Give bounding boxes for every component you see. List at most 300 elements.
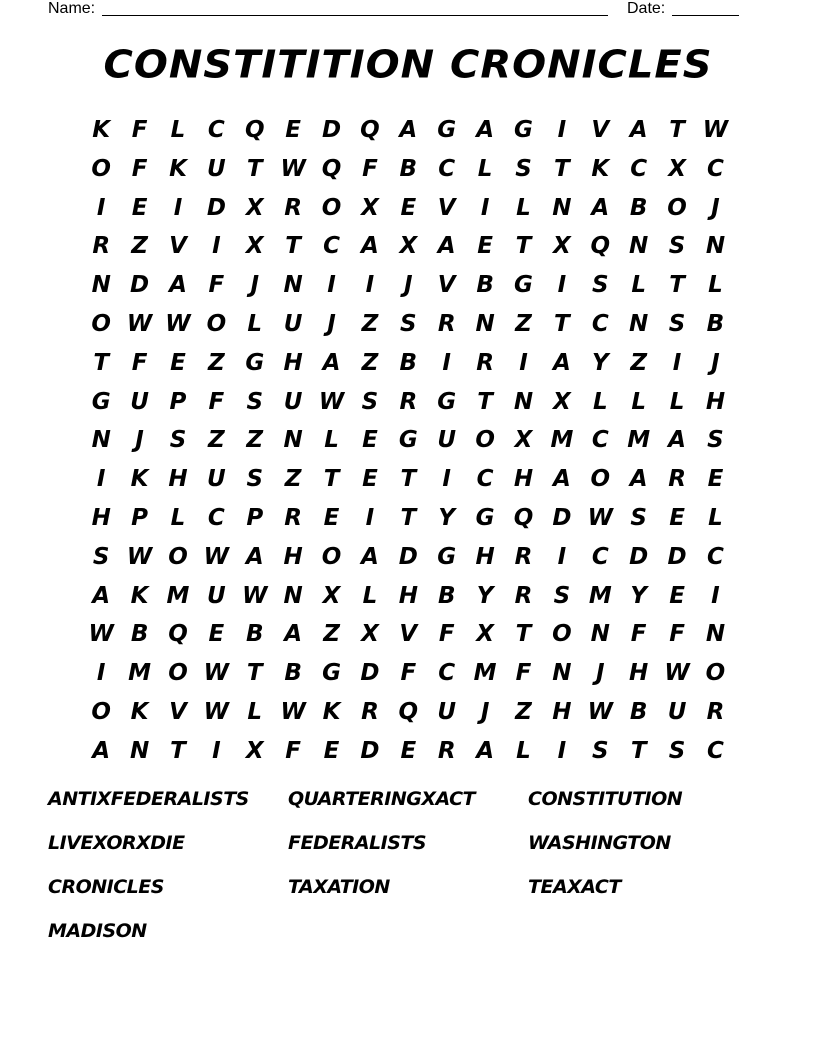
grid-letter[interactable]: A xyxy=(629,117,648,143)
date-label: Date: xyxy=(627,0,666,17)
grid-letter[interactable]: V xyxy=(169,698,187,725)
grid-letter[interactable]: J xyxy=(711,194,720,221)
grid-letter[interactable]: A xyxy=(668,427,686,454)
grid-letter[interactable]: Q xyxy=(168,621,188,648)
grid-letter[interactable]: X xyxy=(361,194,379,221)
grid-letter[interactable]: G xyxy=(437,543,457,570)
grid-letter[interactable]: T xyxy=(93,349,110,376)
grid-letter[interactable]: E xyxy=(323,504,340,531)
grid-letter[interactable]: I xyxy=(96,660,106,687)
grid-letter[interactable]: T xyxy=(323,466,340,493)
grid-letter[interactable]: Y xyxy=(438,504,456,531)
grid-letter[interactable]: C xyxy=(630,155,648,182)
grid-letter[interactable]: X xyxy=(245,737,264,764)
grid-letter[interactable]: L xyxy=(669,388,685,415)
grid-letter[interactable]: K xyxy=(169,155,187,182)
grid-letter[interactable]: B xyxy=(130,621,149,648)
grid-letter[interactable]: I xyxy=(442,349,451,376)
grid-letter[interactable]: R xyxy=(361,698,379,725)
grid-letter[interactable]: C xyxy=(707,155,724,182)
grid-letter[interactable]: I xyxy=(96,466,106,493)
grid-letter[interactable]: U xyxy=(130,388,149,415)
grid-letter[interactable]: W xyxy=(587,698,613,725)
grid-letter[interactable]: K xyxy=(591,155,610,182)
grid-letter[interactable]: T xyxy=(669,117,685,143)
grid-letter[interactable]: I xyxy=(557,737,567,764)
grid-letter[interactable]: V xyxy=(437,272,456,299)
grid-letter[interactable]: T xyxy=(246,155,263,182)
grid-letter[interactable]: Z xyxy=(131,233,148,260)
grid-letter[interactable]: N xyxy=(552,194,572,221)
grid-letter[interactable]: J xyxy=(480,698,490,725)
grid-letter[interactable]: B xyxy=(245,621,264,648)
grid-letter[interactable]: A xyxy=(284,621,303,648)
grid-letter[interactable]: R xyxy=(437,310,456,337)
grid-letter[interactable]: D xyxy=(398,543,418,570)
grid-letter[interactable]: I xyxy=(672,349,682,376)
grid-letter[interactable]: O xyxy=(91,698,111,725)
grid-letter[interactable]: F xyxy=(285,737,301,764)
grid-letter[interactable]: G xyxy=(437,388,457,415)
grid-letter[interactable]: Y xyxy=(630,582,647,609)
grid-letter[interactable]: X xyxy=(668,155,686,182)
grid-letter[interactable]: A xyxy=(552,349,571,376)
grid-letter[interactable]: C xyxy=(591,310,609,337)
grid-letter[interactable]: G xyxy=(91,388,111,415)
grid-letter[interactable]: C xyxy=(323,233,340,260)
grid-letter[interactable]: K xyxy=(130,582,149,609)
grid-letter[interactable]: T xyxy=(400,504,417,531)
grid-letter[interactable]: E xyxy=(669,582,685,609)
grid-letter[interactable]: B xyxy=(476,272,494,299)
grid-letter[interactable]: O xyxy=(91,155,111,182)
grid-letter[interactable]: U xyxy=(207,582,226,609)
grid-letter[interactable]: H xyxy=(283,349,303,376)
grid-letter[interactable]: G xyxy=(514,117,533,143)
grid-letter[interactable]: Q xyxy=(321,155,342,182)
grid-letter[interactable]: V xyxy=(399,621,418,648)
grid-letter[interactable]: V xyxy=(591,117,610,143)
grid-letter[interactable]: Z xyxy=(323,621,340,648)
grid-letter[interactable]: C xyxy=(207,504,225,531)
grid-letter[interactable]: H xyxy=(168,466,188,493)
grid-letter[interactable]: S xyxy=(668,310,686,337)
grid-letter[interactable]: T xyxy=(170,737,186,764)
grid-letter[interactable]: N xyxy=(629,310,649,337)
grid-letter[interactable]: X xyxy=(553,388,571,415)
grid-letter[interactable]: K xyxy=(322,698,341,725)
grid-letter[interactable]: Y xyxy=(591,349,609,376)
grid-letter[interactable]: H xyxy=(398,582,418,609)
grid-letter[interactable]: P xyxy=(246,504,264,531)
grid-letter[interactable]: E xyxy=(170,349,186,376)
grid-letter[interactable]: N xyxy=(590,621,610,648)
grid-letter[interactable]: H xyxy=(629,660,649,687)
grid-letter[interactable]: S xyxy=(361,388,379,415)
grid-letter[interactable]: L xyxy=(708,272,723,299)
grid-letter[interactable]: T xyxy=(515,621,532,648)
grid-letter[interactable]: X xyxy=(553,233,571,260)
grid-letter[interactable]: Q xyxy=(513,504,534,531)
grid-letter[interactable]: X xyxy=(361,621,379,648)
grid-letter[interactable]: W xyxy=(242,582,268,609)
grid-letter[interactable]: O xyxy=(168,543,188,570)
grid-letter[interactable]: M xyxy=(588,582,612,609)
grid-letter[interactable]: T xyxy=(477,388,493,415)
grid-letter[interactable]: S xyxy=(246,466,264,493)
grid-letter[interactable]: L xyxy=(170,117,186,143)
grid-letter[interactable]: B xyxy=(706,310,725,337)
grid-letter[interactable]: N xyxy=(283,582,303,609)
grid-letter[interactable]: Q xyxy=(590,233,611,260)
grid-letter[interactable]: F xyxy=(208,272,225,299)
grid-letter[interactable]: F xyxy=(630,621,647,648)
grid-letter[interactable]: O xyxy=(705,660,726,687)
grid-letter[interactable]: D xyxy=(667,543,687,570)
grid-letter[interactable]: R xyxy=(706,698,725,725)
grid-letter[interactable]: S xyxy=(668,737,686,764)
grid-letter[interactable]: M xyxy=(128,660,152,687)
grid-letter[interactable]: S xyxy=(169,427,187,454)
grid-letter[interactable]: I xyxy=(557,117,567,143)
grid-letter[interactable]: O xyxy=(321,194,342,221)
grid-letter[interactable]: I xyxy=(557,543,567,570)
grid-letter[interactable]: X xyxy=(399,233,418,260)
grid-letter[interactable]: B xyxy=(629,698,648,725)
grid-letter[interactable]: E xyxy=(208,621,225,648)
grid-letter[interactable]: F xyxy=(131,117,148,143)
grid-letter[interactable]: C xyxy=(591,543,609,570)
grid-row xyxy=(82,499,736,538)
grid-letter[interactable]: J xyxy=(711,349,720,376)
grid-letter[interactable]: E xyxy=(362,427,378,454)
grid-letter[interactable]: A xyxy=(245,543,264,570)
grid-letter[interactable]: M xyxy=(550,427,574,454)
grid-letter[interactable]: R xyxy=(668,466,686,493)
grid-letter[interactable]: U xyxy=(437,698,457,725)
grid-letter[interactable]: S xyxy=(630,504,647,531)
grid-letter[interactable]: L xyxy=(362,582,378,609)
grid-letter[interactable]: Z xyxy=(208,349,225,376)
grid-letter[interactable]: A xyxy=(92,737,111,764)
grid-letter[interactable]: G xyxy=(437,117,457,143)
grid-letter[interactable]: O xyxy=(475,427,495,454)
grid-letter[interactable]: W xyxy=(702,117,729,143)
grid-letter[interactable]: U xyxy=(667,698,687,725)
grid-letter[interactable]: N xyxy=(552,660,572,687)
grid-letter[interactable]: I xyxy=(711,582,720,609)
grid-letter[interactable]: J xyxy=(327,310,336,337)
grid-letter[interactable]: W xyxy=(664,660,690,687)
grid-letter[interactable]: I xyxy=(557,272,567,299)
grid-letter[interactable]: E xyxy=(477,233,493,260)
grid-letter[interactable]: F xyxy=(131,155,148,182)
grid-letter[interactable]: E xyxy=(285,117,301,143)
grid-letter[interactable]: V xyxy=(169,233,187,260)
grid-letter[interactable]: D xyxy=(206,194,226,221)
grid-letter[interactable]: V xyxy=(437,194,456,221)
grid-letter[interactable]: R xyxy=(284,504,302,531)
grid-letter[interactable]: R xyxy=(284,194,302,221)
grid-letter[interactable]: R xyxy=(514,582,533,609)
grid-letter[interactable]: A xyxy=(361,233,379,260)
grid-letter[interactable]: K xyxy=(130,466,149,493)
word-list-item: MADISON xyxy=(48,920,147,942)
grid-letter[interactable]: E xyxy=(362,466,378,493)
grid-letter[interactable]: D xyxy=(629,543,649,570)
grid-letter[interactable]: H xyxy=(283,543,303,570)
grid-letter[interactable]: D xyxy=(360,660,380,687)
grid-letter[interactable]: M xyxy=(627,427,651,454)
grid-letter[interactable]: L xyxy=(324,427,339,454)
grid-letter[interactable]: Z xyxy=(361,310,379,337)
grid-row xyxy=(82,615,736,654)
grid-letter[interactable]: I xyxy=(173,194,183,221)
grid-letter[interactable]: A xyxy=(361,543,379,570)
grid-letter[interactable]: U xyxy=(437,427,457,454)
grid-letter[interactable]: O xyxy=(321,543,342,570)
grid-letter[interactable]: F xyxy=(208,388,225,415)
grid-letter[interactable]: D xyxy=(130,272,150,299)
grid-letter[interactable]: J xyxy=(404,272,413,299)
grid-letter[interactable]: Q xyxy=(244,117,265,143)
grid-letter[interactable]: B xyxy=(437,582,456,609)
grid-letter[interactable]: O xyxy=(206,310,227,337)
grid-letter[interactable]: N xyxy=(705,621,726,648)
grid-letter[interactable]: U xyxy=(283,388,303,415)
grid-letter[interactable]: B xyxy=(629,194,648,221)
grid-letter[interactable]: W xyxy=(203,698,230,725)
grid-row xyxy=(82,111,736,150)
grid-letter[interactable]: S xyxy=(668,233,686,260)
grid-letter[interactable]: E xyxy=(400,194,417,221)
grid-letter[interactable]: O xyxy=(667,194,687,221)
grid-letter[interactable]: I xyxy=(212,233,221,260)
grid-letter[interactable]: H xyxy=(513,466,534,493)
grid-letter[interactable]: W xyxy=(126,310,153,337)
grid-letter[interactable]: L xyxy=(477,155,493,182)
grid-letter[interactable]: M xyxy=(166,582,190,609)
grid-letter[interactable]: G xyxy=(514,272,533,299)
grid-letter[interactable]: W xyxy=(126,543,153,570)
grid-letter[interactable]: L xyxy=(170,504,186,531)
grid-letter[interactable]: S xyxy=(707,427,724,454)
grid-letter[interactable]: T xyxy=(630,737,647,764)
grid-letter[interactable]: W xyxy=(318,388,345,415)
grid-letter[interactable]: Z xyxy=(515,310,532,337)
grid-letter[interactable]: G xyxy=(322,660,341,687)
grid-letter[interactable]: L xyxy=(247,310,263,337)
grid-letter[interactable]: W xyxy=(165,310,191,337)
grid-letter[interactable]: J xyxy=(250,272,260,299)
grid-letter[interactable]: F xyxy=(362,155,378,182)
grid-letter[interactable]: F xyxy=(669,621,685,648)
grid-letter[interactable]: B xyxy=(399,155,418,182)
grid-letter[interactable]: A xyxy=(399,117,418,143)
grid-letter[interactable]: W xyxy=(88,621,114,648)
grid-letter[interactable]: T xyxy=(554,155,570,182)
grid-letter[interactable]: C xyxy=(438,660,456,687)
grid-letter[interactable]: Q xyxy=(360,117,380,143)
grid-letter[interactable]: A xyxy=(552,466,571,493)
grid-letter[interactable]: N xyxy=(705,233,726,260)
grid-letter[interactable]: C xyxy=(707,543,724,570)
grid-letter[interactable]: K xyxy=(130,698,149,725)
grid-letter[interactable]: C xyxy=(438,155,456,182)
grid-letter[interactable]: C xyxy=(476,466,494,493)
grid-letter[interactable]: Q xyxy=(398,698,419,725)
grid-letter[interactable]: Z xyxy=(515,698,532,725)
grid-letter[interactable]: U xyxy=(283,310,303,337)
grid-letter[interactable]: A xyxy=(629,466,648,493)
grid-letter[interactable]: D xyxy=(552,504,572,531)
grid-letter[interactable]: A xyxy=(476,737,494,764)
grid-letter[interactable]: E xyxy=(400,737,417,764)
grid-letter[interactable]: X xyxy=(245,233,264,260)
grid-letter[interactable]: D xyxy=(321,117,342,143)
grid-letter[interactable]: F xyxy=(400,660,417,687)
grid-letter[interactable]: W xyxy=(203,543,230,570)
grid-letter[interactable]: L xyxy=(247,698,263,725)
grid-letter[interactable]: C xyxy=(591,427,609,454)
grid-letter[interactable]: L xyxy=(516,737,531,764)
grid-row xyxy=(82,305,736,344)
grid-letter[interactable]: N xyxy=(129,737,150,764)
grid-letter[interactable]: H xyxy=(552,698,572,725)
grid-letter[interactable]: I xyxy=(365,504,375,531)
grid-letter[interactable]: S xyxy=(591,272,609,299)
grid-letter[interactable]: S xyxy=(591,737,609,764)
grid-letter[interactable]: Z xyxy=(284,466,302,493)
grid-letter[interactable]: M xyxy=(473,660,497,687)
grid-letter[interactable]: N xyxy=(283,272,303,299)
grid-letter[interactable]: A xyxy=(476,117,494,143)
grid-letter[interactable]: H xyxy=(91,504,111,531)
grid-letter[interactable]: L xyxy=(631,388,646,415)
grid-letter[interactable]: P xyxy=(131,504,149,531)
grid-letter[interactable]: O xyxy=(168,660,188,687)
word-list-item: CONSTITUTION xyxy=(528,788,683,810)
grid-letter[interactable]: L xyxy=(708,504,723,531)
grid-letter[interactable]: X xyxy=(514,427,533,454)
grid-letter[interactable]: N xyxy=(513,388,534,415)
grid-letter[interactable]: I xyxy=(519,349,528,376)
grid-letter[interactable]: I xyxy=(442,466,451,493)
grid-letter[interactable]: I xyxy=(212,737,221,764)
grid-letter[interactable]: X xyxy=(245,194,264,221)
grid-letter[interactable]: U xyxy=(207,155,226,182)
grid-letter[interactable]: R xyxy=(92,233,111,260)
grid-letter[interactable]: C xyxy=(707,737,724,764)
grid-letter[interactable]: N xyxy=(475,310,495,337)
grid-letter[interactable]: N xyxy=(91,427,111,454)
grid-letter[interactable]: F xyxy=(438,621,455,648)
grid-letter[interactable]: G xyxy=(475,504,495,531)
grid-letter[interactable]: R xyxy=(399,388,418,415)
grid-letter[interactable]: O xyxy=(91,310,111,337)
grid-letter[interactable]: S xyxy=(400,310,417,337)
grid-letter[interactable]: S xyxy=(553,582,571,609)
grid-letter[interactable]: W xyxy=(280,698,306,725)
grid-letter[interactable]: L xyxy=(516,194,531,221)
grid-letter[interactable]: J xyxy=(135,427,144,454)
grid-letter[interactable]: T xyxy=(285,233,301,260)
grid-letter[interactable]: Z xyxy=(246,427,264,454)
grid-letter[interactable]: A xyxy=(92,582,111,609)
grid-letter[interactable]: W xyxy=(587,504,613,531)
grid-letter[interactable]: A xyxy=(437,233,456,260)
grid-letter[interactable]: X xyxy=(476,621,494,648)
grid-letter[interactable]: Z xyxy=(361,349,379,376)
grid-letter[interactable]: N xyxy=(91,272,111,299)
grid-letter[interactable]: I xyxy=(480,194,490,221)
grid-letter[interactable]: K xyxy=(92,117,111,143)
grid-letter[interactable]: R xyxy=(437,737,456,764)
grid-letter[interactable]: Y xyxy=(476,582,494,609)
grid-letter[interactable]: S xyxy=(515,155,532,182)
grid-letter[interactable]: T xyxy=(554,310,570,337)
grid-letter[interactable]: T xyxy=(669,272,685,299)
word-list-item: TAXATION xyxy=(288,876,390,898)
grid-letter[interactable]: F xyxy=(515,660,532,687)
grid-letter[interactable]: Z xyxy=(208,427,225,454)
grid-letter[interactable]: G xyxy=(398,427,418,454)
grid-letter[interactable]: S xyxy=(246,388,264,415)
grid-letter[interactable]: D xyxy=(360,737,380,764)
grid-letter[interactable]: A xyxy=(169,272,187,299)
grid-letter[interactable]: W xyxy=(280,155,306,182)
grid-letter[interactable]: B xyxy=(284,660,302,687)
grid-letter[interactable]: E xyxy=(669,504,685,531)
grid-letter[interactable]: E xyxy=(131,194,148,221)
grid-letter[interactable]: H xyxy=(705,388,726,415)
grid-letter[interactable]: A xyxy=(591,194,610,221)
grid-letter[interactable]: I xyxy=(327,272,336,299)
date-field[interactable] xyxy=(672,15,739,16)
grid-letter[interactable]: C xyxy=(207,117,225,143)
grid-letter[interactable]: T xyxy=(400,466,417,493)
grid-letter[interactable]: X xyxy=(322,582,341,609)
grid-letter[interactable]: P xyxy=(169,388,187,415)
grid-letter[interactable]: F xyxy=(131,349,148,376)
grid-letter[interactable]: R xyxy=(476,349,494,376)
grid-letter[interactable]: A xyxy=(322,349,341,376)
grid-letter[interactable]: U xyxy=(207,466,226,493)
grid-letter[interactable]: L xyxy=(592,388,608,415)
name-field[interactable] xyxy=(102,15,608,16)
grid-letter[interactable]: W xyxy=(203,660,230,687)
word-search-grid xyxy=(82,111,736,764)
grid-letter[interactable]: N xyxy=(629,233,649,260)
grid-letter[interactable]: E xyxy=(323,737,340,764)
grid-letter[interactable]: O xyxy=(552,621,572,648)
grid-letter[interactable]: O xyxy=(590,466,611,493)
grid-letter[interactable]: S xyxy=(92,543,110,570)
grid-letter[interactable]: E xyxy=(707,466,724,493)
grid-letter[interactable]: G xyxy=(245,349,265,376)
grid-letter[interactable]: N xyxy=(283,427,303,454)
grid-letter[interactable]: B xyxy=(399,349,418,376)
grid-letter[interactable]: R xyxy=(514,543,533,570)
grid-letter[interactable]: H xyxy=(475,543,495,570)
grid-letter[interactable]: I xyxy=(365,272,375,299)
grid-letter[interactable]: L xyxy=(631,272,646,299)
grid-letter[interactable]: J xyxy=(595,660,605,687)
grid-letter[interactable]: I xyxy=(96,194,106,221)
grid-letter[interactable]: Z xyxy=(630,349,647,376)
grid-letter[interactable]: T xyxy=(515,233,532,260)
grid-letter[interactable]: T xyxy=(246,660,263,687)
